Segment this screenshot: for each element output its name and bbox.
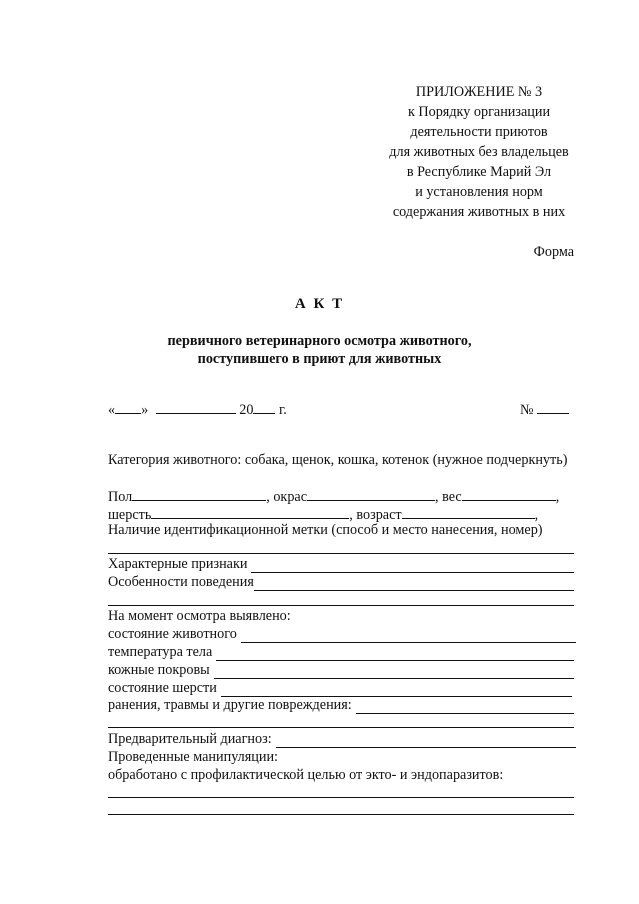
found-header: На момент осмотра выявлено: — [108, 608, 291, 624]
fur-state-blank[interactable] — [221, 682, 572, 697]
color-label: , окрас — [266, 489, 308, 505]
number-field — [520, 400, 569, 419]
id-mark-label: Наличие идентификационной метки (способ и место нанесения, номер) — [108, 522, 543, 538]
appendix-line: деятельности приютов — [410, 124, 548, 140]
weight-blank[interactable] — [462, 487, 556, 501]
temperature-blank[interactable] — [216, 646, 574, 661]
diagnosis-blank[interactable] — [276, 733, 576, 748]
appendix-line: содержания животных в них — [392, 204, 566, 220]
open-quote: « — [108, 402, 116, 418]
fur-state-row — [108, 680, 572, 697]
document-subtitle — [0, 332, 639, 368]
fur-blank[interactable] — [151, 505, 349, 519]
comma: , — [555, 489, 560, 505]
treated-blank[interactable] — [108, 797, 574, 798]
form-label: Форма — [533, 244, 574, 260]
treated-blank-2[interactable] — [108, 814, 574, 815]
year-blank[interactable] — [253, 400, 275, 414]
month-blank[interactable] — [156, 400, 236, 414]
close-quote: » — [141, 402, 149, 418]
subtitle-line: поступившего в приют для животных — [197, 351, 442, 367]
temperature-row — [108, 644, 574, 661]
injuries-label: ранения, травмы и другие повреждения: — [108, 697, 352, 713]
subtitle-line: первичного ветеринарного осмотра животного, — [167, 333, 472, 349]
appendix-line: и установления норм — [415, 184, 543, 200]
behavior-blank[interactable] — [254, 576, 574, 591]
date-field — [108, 400, 287, 419]
number-blank[interactable] — [537, 400, 569, 414]
diagnosis-label: Предварительный диагноз: — [108, 731, 272, 747]
weight-label: , вес — [435, 489, 462, 505]
treated-label: обработано с профилактической целью от экто- и эндопаразитов: — [108, 767, 504, 783]
skin-row — [108, 662, 574, 679]
injuries-blank[interactable] — [356, 699, 574, 714]
state-blank[interactable] — [241, 628, 576, 643]
category-text: Категория животного: собака, щенок, кошка, котенок (нужное подчеркнуть) — [108, 452, 568, 468]
appendix-line: ПРИЛОЖЕНИЕ № 3 — [415, 84, 543, 100]
temperature-label: температура тела — [108, 644, 213, 660]
features-label: Характерные признаки — [108, 556, 248, 572]
appendix-line: для животных без владельцев — [389, 144, 569, 160]
diagnosis-row — [108, 731, 576, 748]
appendix-line: в Республике Марий Эл — [406, 164, 552, 180]
injuries-row — [108, 697, 574, 714]
manipulations-label: Проведенные манипуляции: — [108, 749, 278, 765]
behavior-label: Особенности поведения — [108, 574, 254, 590]
state-row — [108, 626, 576, 643]
color-blank[interactable] — [307, 487, 435, 501]
age-blank[interactable] — [402, 505, 535, 519]
fur-state-label: состояние шерсти — [108, 680, 217, 696]
sex-blank[interactable] — [132, 487, 266, 501]
skin-blank[interactable] — [214, 664, 574, 679]
state-label: состояние животного — [108, 626, 237, 642]
sex-label: Пол — [108, 489, 133, 505]
skin-label: кожные покровы — [108, 662, 210, 678]
document-title: А К Т — [294, 296, 345, 312]
features-row — [108, 556, 574, 573]
number-label: № — [520, 402, 534, 418]
features-blank[interactable] — [251, 558, 574, 573]
id-mark-blank[interactable] — [108, 553, 574, 554]
year-suffix: г. — [279, 402, 287, 418]
sex-color-weight-row — [108, 487, 559, 506]
fur-label: шерсть — [108, 507, 152, 523]
behavior-blank-2[interactable] — [108, 605, 574, 606]
appendix-header — [370, 82, 588, 222]
injuries-blank-2[interactable] — [108, 727, 574, 728]
behavior-row — [108, 574, 574, 591]
year-prefix: 20 — [239, 402, 254, 418]
comma: , — [534, 507, 539, 523]
age-label: , возраст — [349, 507, 402, 523]
appendix-line: к Порядку организации — [407, 104, 551, 120]
day-blank[interactable] — [115, 400, 141, 414]
